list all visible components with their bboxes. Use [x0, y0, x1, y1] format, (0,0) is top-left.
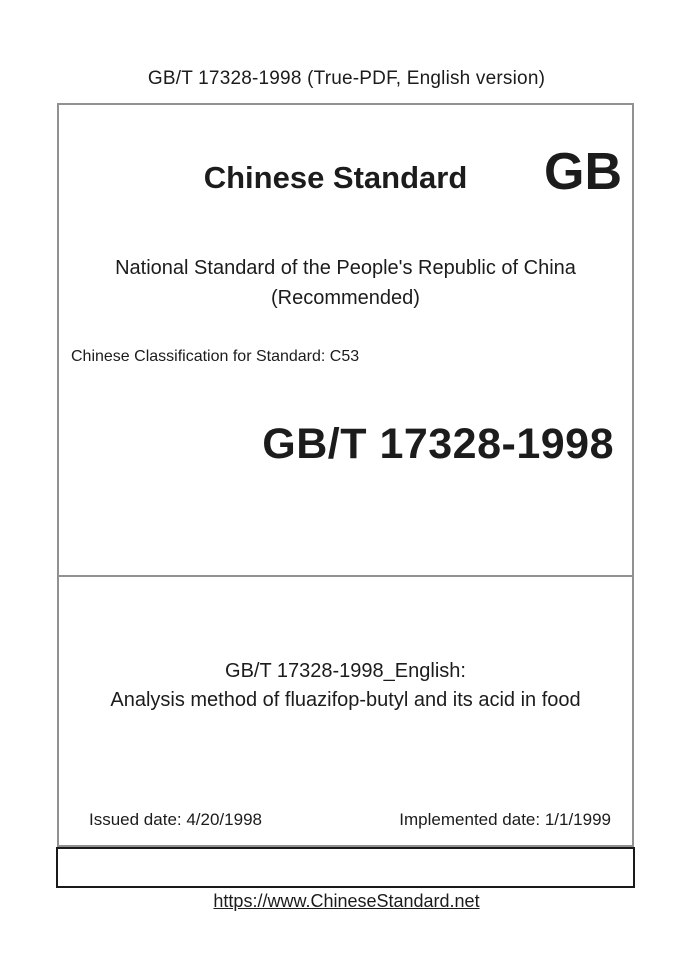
- recommended-line: (Recommended): [271, 287, 420, 309]
- national-standard-block: [59, 253, 632, 313]
- footer-link[interactable]: https://www.ChineseStandard.net: [213, 891, 480, 911]
- classification-label: Chinese Classification for Standard: C53: [71, 348, 360, 365]
- section-divider: [59, 575, 632, 577]
- page-footer: [0, 891, 693, 912]
- empty-footer-box: [56, 847, 635, 888]
- issued-date-label: Issued date: 4/20/1998: [89, 810, 262, 829]
- brand-row: [59, 143, 632, 201]
- english-title-block: [59, 657, 632, 715]
- page-header-title: GB/T 17328-1998 (True-PDF, English version): [147, 68, 546, 89]
- english-title-line2: Analysis method of fluazifop-butyl and its acid in food: [110, 689, 581, 711]
- brand-title: Chinese Standard: [203, 160, 468, 195]
- cover-box: [57, 103, 634, 847]
- gb-logo: GB: [544, 143, 622, 201]
- english-title-line1: GB/T 17328-1998_English:: [225, 660, 466, 682]
- standard-number: GB/T 17328-1998: [262, 420, 614, 468]
- implemented-date-label: Implemented date: 1/1/1999: [399, 810, 611, 829]
- national-standard-line: National Standard of the People's Republic of China: [115, 257, 576, 279]
- dates-row: [89, 810, 611, 830]
